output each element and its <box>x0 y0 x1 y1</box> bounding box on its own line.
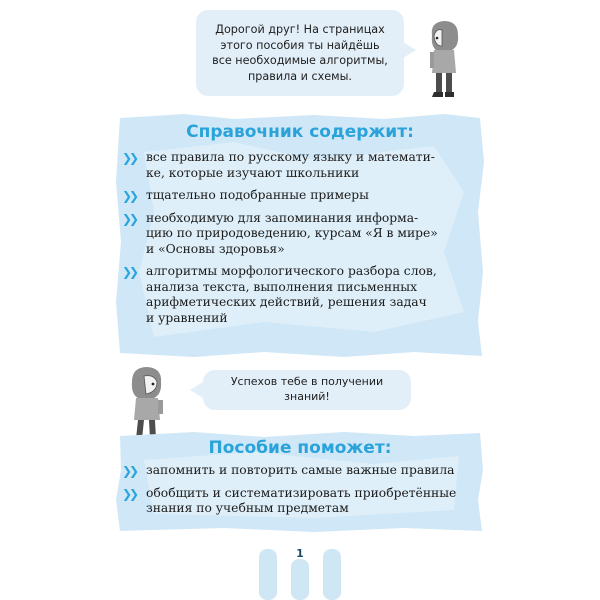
list-item-line: и уравнений <box>146 310 228 325</box>
help-list <box>122 463 476 524</box>
list-item-line: все правила по русскому языку и математи- <box>146 150 435 164</box>
list-item-line: ке, которые изучают школьники <box>146 165 360 180</box>
greeting-bubble-tail <box>403 42 416 58</box>
list-item-line: запомнить и повторить самые важные правила <box>146 463 455 477</box>
contents-title: Справочник содержит: <box>186 122 414 142</box>
list-item <box>122 463 476 479</box>
list-item <box>122 188 476 204</box>
list-item-line: тщательно подобранные примеры <box>146 188 369 202</box>
double-chevron-right-icon: ❯❯ <box>122 265 137 279</box>
list-item-line: знания по учебным предметам <box>146 501 349 515</box>
wish-line: знаний! <box>284 389 330 403</box>
contents-panel <box>114 112 486 360</box>
wish-line: Успехов тебе в получении <box>230 375 384 388</box>
double-chevron-right-icon: ❯❯ <box>122 464 137 478</box>
list-item-line: алгоритмы морфологического разбора слов, <box>146 264 437 278</box>
double-chevron-right-icon: ❯❯ <box>122 486 137 501</box>
greeting-line: правила и схемы. <box>247 69 352 83</box>
wish-bubble <box>203 370 411 410</box>
greeting-line: Дорогой друг! На страницах <box>215 23 385 36</box>
double-chevron-right-icon: ❯❯ <box>122 151 137 165</box>
double-chevron-right-icon: ❯❯ <box>122 189 137 203</box>
list-item <box>122 150 476 181</box>
help-title: Пособие поможет: <box>208 438 392 458</box>
greeting-line: этого пособия ты найдёшь <box>220 38 380 52</box>
greeting-bubble <box>196 10 404 96</box>
page-number: 1 <box>296 547 304 560</box>
boy-illustration <box>422 18 466 100</box>
list-item-line: обобщить и систематизировать приобретённые <box>146 485 457 500</box>
list-item-line: необходимую для запоминания информа- <box>146 210 419 225</box>
list-item-line: анализа текста, выполнения письменных <box>146 279 417 294</box>
list-item-line: арифметических действий, решения задач <box>146 295 427 309</box>
list-item-line: и «Основы здоровья» <box>146 241 285 256</box>
list-item <box>122 264 476 326</box>
page-footer <box>255 545 345 600</box>
list-item <box>122 486 476 517</box>
contents-list <box>122 150 476 333</box>
greeting-line: все необходимые алгоритмы, <box>212 54 388 67</box>
double-chevron-right-icon: ❯❯ <box>122 211 137 226</box>
list-item <box>122 211 476 258</box>
wish-bubble-tail <box>190 382 203 398</box>
list-item-line: цию по природоведению, курсам «Я в мире» <box>146 226 438 240</box>
help-panel <box>114 430 486 534</box>
